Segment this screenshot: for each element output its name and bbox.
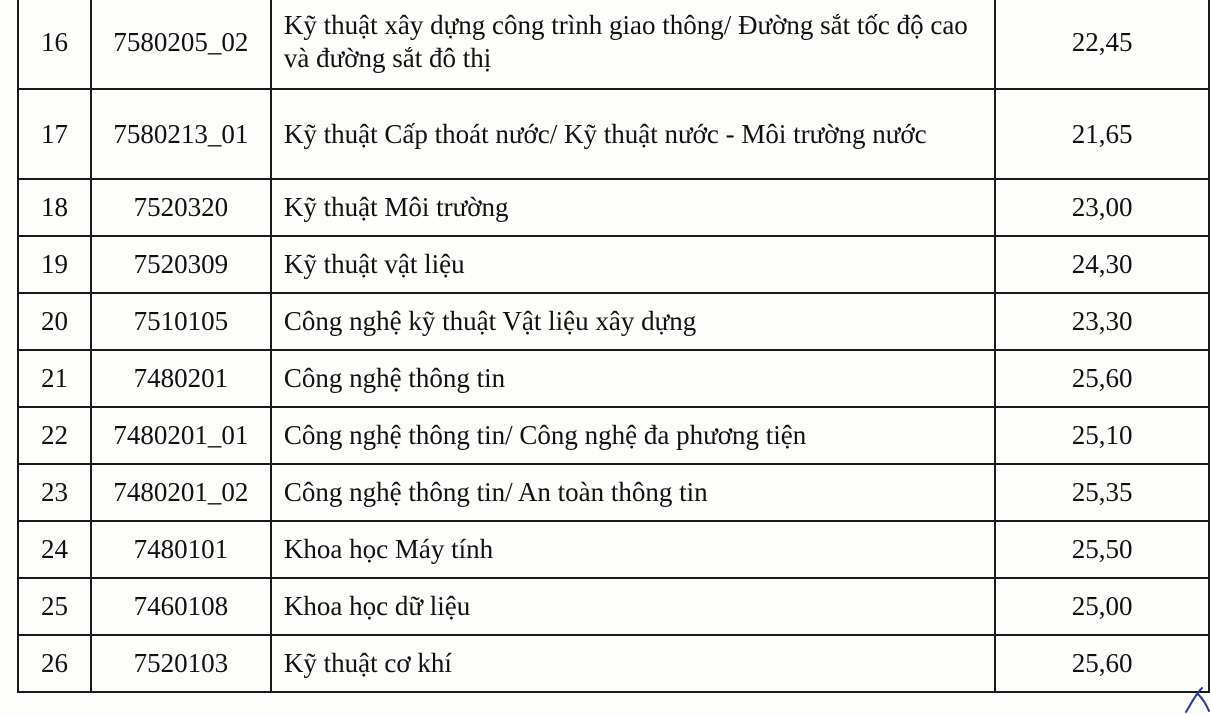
row-number: 26 [18, 635, 91, 692]
table-row [18, 521, 1209, 578]
program-name: Khoa học dữ liệu [271, 578, 995, 635]
program-name: Kỹ thuật cơ khí [271, 635, 995, 692]
program-code: 7480201 [91, 350, 271, 407]
admission-score: 25,10 [995, 407, 1209, 464]
program-code: 7480201_02 [91, 464, 271, 521]
table-row [18, 236, 1209, 293]
row-number: 21 [18, 350, 91, 407]
table-row [18, 578, 1209, 635]
admission-score-table [17, 0, 1210, 693]
row-number: 16 [18, 0, 91, 89]
row-number: 22 [18, 407, 91, 464]
table-row [18, 89, 1209, 179]
program-code: 7520320 [91, 179, 271, 236]
table-row [18, 407, 1209, 464]
program-code: 7580213_01 [91, 89, 271, 179]
table-row [18, 350, 1209, 407]
admission-score: 23,00 [995, 179, 1209, 236]
program-name: Kỹ thuật vật liệu [271, 236, 995, 293]
table-row [18, 635, 1209, 692]
table-row [18, 293, 1209, 350]
admission-score: 25,50 [995, 521, 1209, 578]
program-name-cell [271, 0, 995, 89]
admission-score: 21,65 [995, 89, 1209, 179]
program-code: 7480101 [91, 521, 271, 578]
row-number: 25 [18, 578, 91, 635]
admission-score: 22,45 [995, 0, 1209, 89]
admission-score: 25,60 [995, 350, 1209, 407]
program-name-cell [271, 89, 995, 179]
program-code: 7510105 [91, 293, 271, 350]
program-name: Công nghệ thông tin [271, 350, 995, 407]
program-name: Công nghệ kỹ thuật Vật liệu xây dựng [271, 293, 995, 350]
admission-score: 25,60 [995, 635, 1209, 692]
program-name: Kỹ thuật Môi trường [271, 179, 995, 236]
row-number: 18 [18, 179, 91, 236]
row-number: 19 [18, 236, 91, 293]
table-row [18, 464, 1209, 521]
admission-score: 23,30 [995, 293, 1209, 350]
program-code: 7520103 [91, 635, 271, 692]
row-number: 23 [18, 464, 91, 521]
program-name: Công nghệ thông tin/ An toàn thông tin [271, 464, 995, 521]
table-row [18, 0, 1209, 89]
program-name: Kỹ thuật xây dựng công trình giao thông/ Đường sắt tốc độ cao và đường sắt đô thị [283, 10, 968, 73]
admission-score: 24,30 [995, 236, 1209, 293]
signature-mark-icon [1180, 684, 1210, 714]
program-code: 7580205_02 [91, 0, 271, 89]
program-code: 7460108 [91, 578, 271, 635]
program-name: Công nghệ thông tin/ Công nghệ đa phương tiện [271, 407, 995, 464]
admission-score: 25,00 [995, 578, 1209, 635]
program-name: Kỹ thuật Cấp thoát nước/ Kỹ thuật nước - Môi trường nước [283, 118, 927, 149]
admission-score: 25,35 [995, 464, 1209, 521]
program-code: 7480201_01 [91, 407, 271, 464]
row-number: 17 [18, 89, 91, 179]
table-row [18, 179, 1209, 236]
row-number: 24 [18, 521, 91, 578]
row-number: 20 [18, 293, 91, 350]
program-name: Khoa học Máy tính [271, 521, 995, 578]
program-code: 7520309 [91, 236, 271, 293]
